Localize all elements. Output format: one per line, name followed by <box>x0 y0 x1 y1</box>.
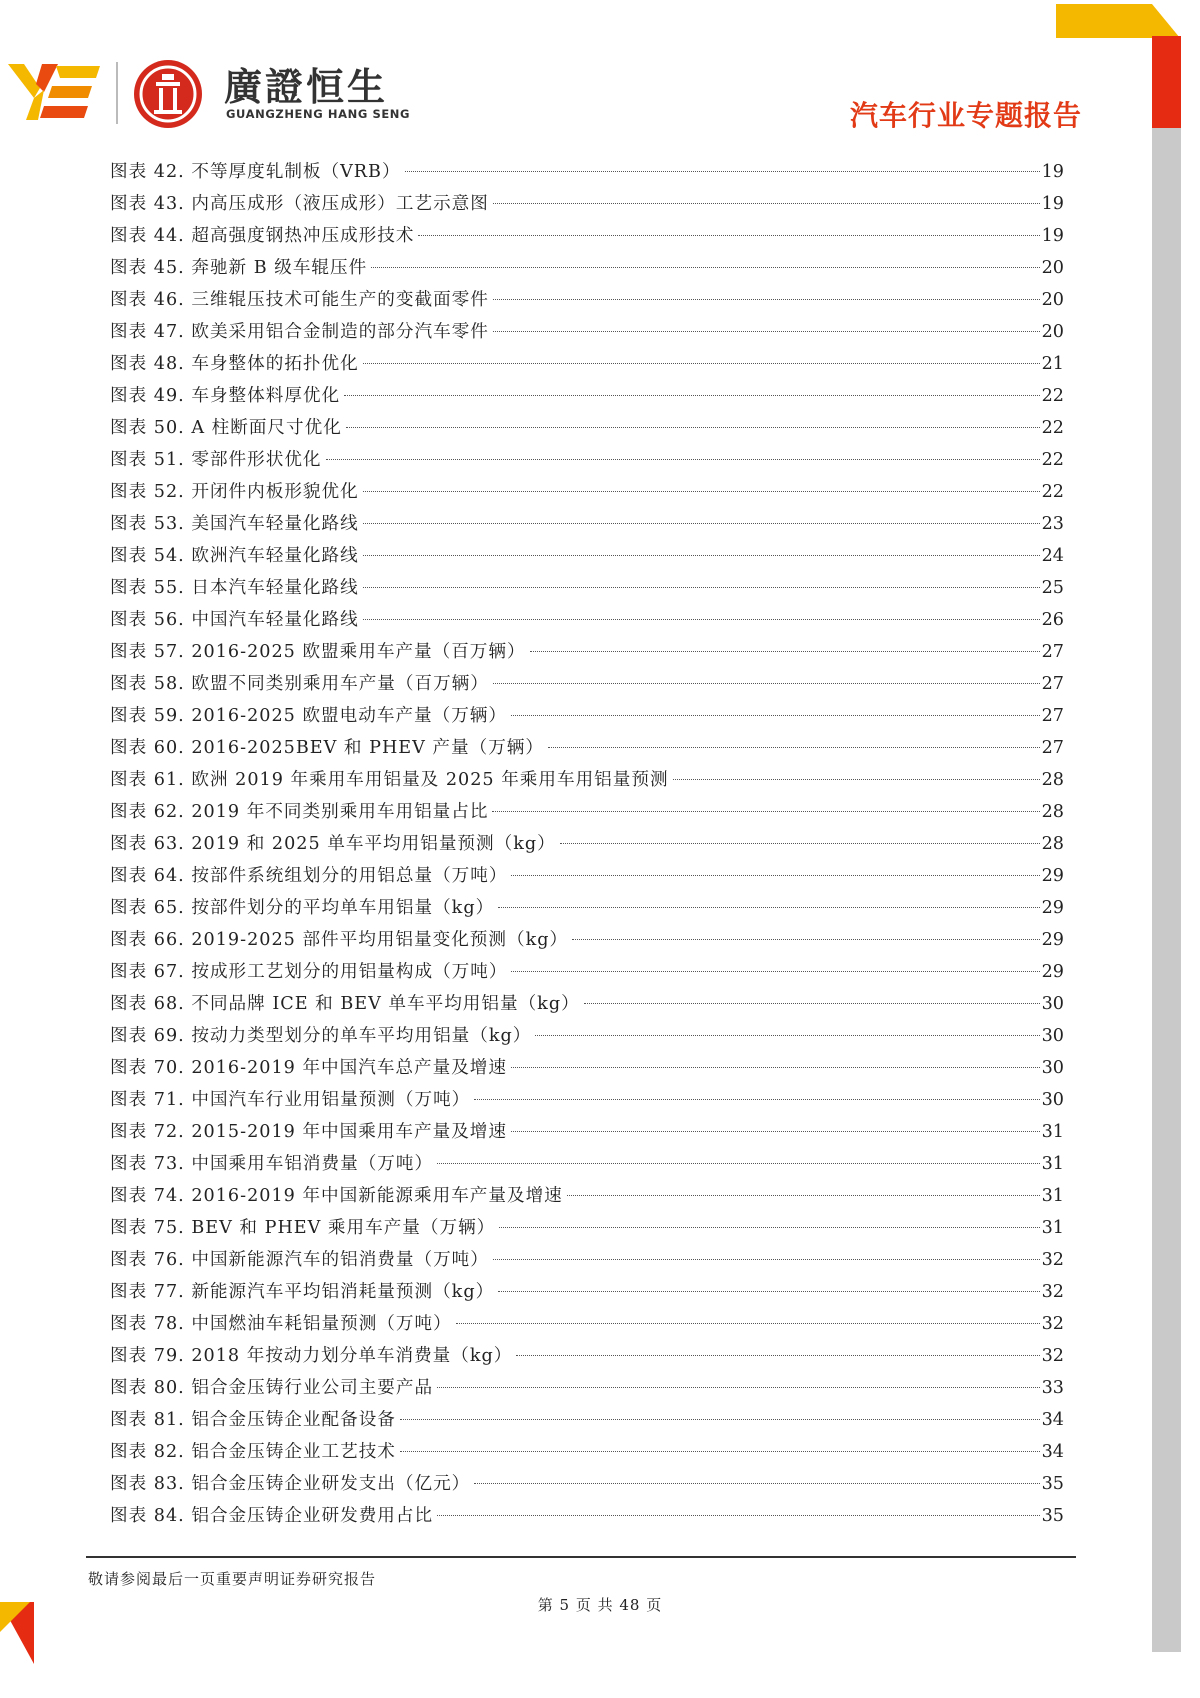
toc-entry-label: 图表 53. 美国汽车轻量化路线 <box>110 514 359 534</box>
toc-entry-label: 图表 79. 2018 年按动力划分单车消费量（kg） <box>110 1346 513 1366</box>
toc-entry-label: 图表 58. 欧盟不同类别乘用车产量（百万辆） <box>110 674 489 694</box>
toc-entry[interactable] <box>110 700 1064 732</box>
toc-leader-dots <box>493 299 1040 300</box>
toc-entry-label: 图表 64. 按部件系统组划分的用铝总量（万吨） <box>110 866 508 886</box>
toc-entry[interactable] <box>110 348 1064 380</box>
footer-divider <box>86 1556 1076 1558</box>
toc-entry-label: 图表 56. 中国汽车轻量化路线 <box>110 610 359 630</box>
toc-entry-label: 图表 50. A 柱断面尺寸优化 <box>110 418 342 438</box>
toc-entry-page: 25 <box>1041 578 1064 598</box>
toc-leader-dots <box>535 1035 1039 1036</box>
toc-entry[interactable] <box>110 1468 1064 1500</box>
toc-entry-page: 22 <box>1041 418 1064 438</box>
guangzheng-seal-icon <box>132 58 204 130</box>
figure-list <box>110 156 1064 1532</box>
toc-entry-label: 图表 77. 新能源汽车平均铝消耗量预测（kg） <box>110 1282 495 1302</box>
toc-entry-label: 图表 59. 2016-2025 欧盟电动车产量（万辆） <box>110 706 507 726</box>
toc-entry[interactable] <box>110 1084 1064 1116</box>
toc-leader-dots <box>363 587 1040 588</box>
toc-entry-label: 图表 61. 欧洲 2019 年乘用车用铝量及 2025 年乘用车用铝量预测 <box>110 770 669 790</box>
toc-entry-label: 图表 47. 欧美采用铝合金制造的部分汽车零件 <box>110 322 489 342</box>
toc-entry-label: 图表 67. 按成形工艺划分的用铝量构成（万吨） <box>110 962 508 982</box>
toc-entry-page: 19 <box>1041 194 1064 214</box>
toc-entry[interactable] <box>110 476 1064 508</box>
toc-leader-dots <box>474 1483 1039 1484</box>
toc-entry[interactable] <box>110 796 1064 828</box>
toc-leader-dots <box>567 1195 1040 1196</box>
toc-entry-page: 19 <box>1041 162 1064 182</box>
toc-entry-label: 图表 80. 铝合金压铸行业公司主要产品 <box>110 1378 434 1398</box>
toc-leader-dots <box>548 747 1040 748</box>
toc-entry-label: 图表 60. 2016-2025BEV 和 PHEV 产量（万辆） <box>110 738 544 758</box>
toc-entry[interactable] <box>110 444 1064 476</box>
side-gray-bar <box>1152 128 1181 1652</box>
toc-entry-page: 35 <box>1041 1506 1064 1526</box>
toc-entry-label: 图表 42. 不等厚度轧制板（VRB） <box>110 162 401 182</box>
side-accent-bar <box>1152 36 1181 128</box>
toc-entry-label: 图表 44. 超高强度钢热冲压成形技术 <box>110 226 415 246</box>
toc-entry-page: 29 <box>1041 962 1064 982</box>
toc-entry-page: 33 <box>1041 1378 1064 1398</box>
toc-entry-label: 图表 43. 内高压成形（液压成形）工艺示意图 <box>110 194 489 214</box>
toc-entry[interactable] <box>110 1180 1064 1212</box>
toc-leader-dots <box>673 779 1040 780</box>
toc-entry[interactable] <box>110 316 1064 348</box>
toc-entry-page: 27 <box>1041 706 1064 726</box>
toc-leader-dots <box>405 171 1040 172</box>
toc-entry-page: 19 <box>1041 226 1064 246</box>
toc-entry[interactable] <box>110 828 1064 860</box>
bottom-corner-decoration-icon <box>0 1602 34 1664</box>
toc-leader-dots <box>511 971 1039 972</box>
toc-leader-dots <box>363 619 1040 620</box>
toc-entry[interactable] <box>110 604 1064 636</box>
toc-entry-label: 图表 83. 铝合金压铸企业研发支出（亿元） <box>110 1474 471 1494</box>
toc-entry[interactable] <box>110 764 1064 796</box>
toc-entry-label: 图表 78. 中国燃油车耗铝量预测（万吨） <box>110 1314 452 1334</box>
toc-entry[interactable] <box>110 508 1064 540</box>
toc-leader-dots <box>493 331 1040 332</box>
toc-entry-page: 28 <box>1041 834 1064 854</box>
toc-entry-label: 图表 48. 车身整体的拓扑优化 <box>110 354 359 374</box>
toc-leader-dots <box>511 875 1039 876</box>
toc-entry-page: 34 <box>1041 1410 1064 1430</box>
toc-entry-page: 23 <box>1041 514 1064 534</box>
toc-entry-label: 图表 46. 三维辊压技术可能生产的变截面零件 <box>110 290 489 310</box>
toc-entry-label: 图表 52. 开闭件内板形貌优化 <box>110 482 359 502</box>
toc-entry[interactable] <box>110 1372 1064 1404</box>
toc-entry[interactable] <box>110 860 1064 892</box>
toc-entry-page: 22 <box>1041 482 1064 502</box>
toc-leader-dots <box>346 427 1040 428</box>
toc-leader-dots <box>498 1291 1039 1292</box>
toc-entry-label: 图表 71. 中国汽车行业用铝量预测（万吨） <box>110 1090 471 1110</box>
toc-leader-dots <box>493 1259 1040 1260</box>
toc-entry-label: 图表 82. 铝合金压铸企业工艺技术 <box>110 1442 396 1462</box>
toc-entry[interactable] <box>110 252 1064 284</box>
toc-leader-dots <box>437 1387 1040 1388</box>
toc-leader-dots <box>363 491 1040 492</box>
toc-entry[interactable] <box>110 284 1064 316</box>
toc-entry[interactable] <box>110 1244 1064 1276</box>
toc-leader-dots <box>326 459 1040 460</box>
toc-entry[interactable] <box>110 156 1064 188</box>
toc-entry-page: 31 <box>1041 1154 1064 1174</box>
toc-entry-page: 21 <box>1041 354 1064 374</box>
toc-entry-label: 图表 68. 不同品牌 ICE 和 BEV 单车平均用铝量（kg） <box>110 994 580 1014</box>
toc-entry[interactable] <box>110 412 1064 444</box>
toc-leader-dots <box>456 1323 1040 1324</box>
toc-entry-page: 32 <box>1041 1346 1064 1366</box>
brand-name-en: GUANGZHENG HANG SENG <box>226 107 411 121</box>
toc-leader-dots <box>511 1131 1040 1132</box>
toc-entry-label: 图表 63. 2019 和 2025 单车平均用铝量预测（kg） <box>110 834 556 854</box>
page-indicator: 第 5 页 共 48 页 <box>537 1596 663 1614</box>
toc-entry-page: 26 <box>1041 610 1064 630</box>
brand-name-cn: 廣證恒生 <box>224 65 389 109</box>
toc-entry-page: 31 <box>1041 1218 1064 1238</box>
toc-entry-page: 32 <box>1041 1250 1064 1270</box>
toc-leader-dots <box>499 1227 1039 1228</box>
toc-leader-dots <box>363 363 1040 364</box>
toc-leader-dots <box>371 267 1039 268</box>
toc-entry-page: 31 <box>1041 1122 1064 1142</box>
toc-entry[interactable] <box>110 540 1064 572</box>
toc-entry-label: 图表 81. 铝合金压铸企业配备设备 <box>110 1410 396 1430</box>
toc-entry-label: 图表 75. BEV 和 PHEV 乘用车产量（万辆） <box>110 1218 496 1238</box>
toc-entry-label: 图表 65. 按部件划分的平均单车用铝量（kg） <box>110 898 495 918</box>
toc-leader-dots <box>560 843 1040 844</box>
yuexiu-logo-icon <box>8 62 100 122</box>
toc-entry-label: 图表 66. 2019-2025 部件平均用铝量变化预测（kg） <box>110 930 569 950</box>
toc-entry-page: 27 <box>1041 738 1064 758</box>
toc-leader-dots <box>363 523 1040 524</box>
toc-entry[interactable] <box>110 668 1064 700</box>
toc-entry[interactable] <box>110 1052 1064 1084</box>
toc-entry-label: 图表 70. 2016-2019 年中国汽车总产量及增速 <box>110 1058 507 1078</box>
toc-leader-dots <box>516 1355 1039 1356</box>
toc-entry[interactable] <box>110 572 1064 604</box>
toc-leader-dots <box>437 1163 1040 1164</box>
toc-entry[interactable] <box>110 1404 1064 1436</box>
toc-entry-page: 20 <box>1041 258 1064 278</box>
toc-entry[interactable] <box>110 732 1064 764</box>
toc-leader-dots <box>363 555 1040 556</box>
toc-leader-dots <box>400 1419 1040 1420</box>
toc-leader-dots <box>530 651 1040 652</box>
toc-entry-page: 20 <box>1041 290 1064 310</box>
toc-entry-label: 图表 57. 2016-2025 欧盟乘用车产量（百万辆） <box>110 642 526 662</box>
toc-entry-page: 35 <box>1041 1474 1064 1494</box>
toc-leader-dots <box>437 1515 1040 1516</box>
toc-entry-label: 图表 73. 中国乘用车铝消费量（万吨） <box>110 1154 434 1174</box>
toc-entry[interactable] <box>110 380 1064 412</box>
toc-entry[interactable] <box>110 636 1064 668</box>
toc-entry-page: 28 <box>1041 802 1064 822</box>
toc-leader-dots <box>344 395 1040 396</box>
footer-disclaimer: 敬请参阅最后一页重要声明证券研究报告 <box>88 1570 377 1588</box>
toc-entry-page: 28 <box>1041 770 1064 790</box>
toc-entry-page: 27 <box>1041 674 1064 694</box>
toc-entry[interactable] <box>110 188 1064 220</box>
toc-entry-page: 27 <box>1041 642 1064 662</box>
toc-leader-dots <box>511 715 1040 716</box>
toc-entry-page: 20 <box>1041 322 1064 342</box>
toc-entry-page: 30 <box>1041 1090 1064 1110</box>
toc-entry-page: 34 <box>1041 1442 1064 1462</box>
toc-leader-dots <box>474 1099 1039 1100</box>
toc-entry[interactable] <box>110 1436 1064 1468</box>
toc-entry-page: 31 <box>1041 1186 1064 1206</box>
toc-entry[interactable] <box>110 1500 1064 1532</box>
toc-entry-label: 图表 62. 2019 年不同类别乘用车用铝量占比 <box>110 802 489 822</box>
toc-entry-page: 24 <box>1041 546 1064 566</box>
toc-entry[interactable] <box>110 988 1064 1020</box>
toc-entry-label: 图表 54. 欧洲汽车轻量化路线 <box>110 546 359 566</box>
logo-separator <box>116 62 118 124</box>
toc-entry-label: 图表 74. 2016-2019 年中国新能源乘用车产量及增速 <box>110 1186 563 1206</box>
toc-entry-page: 29 <box>1041 898 1064 918</box>
toc-entry-label: 图表 69. 按动力类型划分的单车平均用铝量（kg） <box>110 1026 532 1046</box>
toc-entry-label: 图表 45. 奔驰新 B 级车辊压件 <box>110 258 368 278</box>
toc-leader-dots <box>572 939 1040 940</box>
toc-leader-dots <box>418 235 1039 236</box>
toc-entry-label: 图表 76. 中国新能源汽车的铝消费量（万吨） <box>110 1250 489 1270</box>
toc-entry-page: 22 <box>1041 450 1064 470</box>
toc-leader-dots <box>584 1003 1040 1004</box>
toc-leader-dots <box>492 811 1039 812</box>
toc-entry-label: 图表 51. 零部件形状优化 <box>110 450 322 470</box>
corner-decoration-icon <box>1056 4 1186 38</box>
toc-entry[interactable] <box>110 1148 1064 1180</box>
toc-leader-dots <box>493 203 1040 204</box>
toc-entry-label: 图表 49. 车身整体料厚优化 <box>110 386 341 406</box>
toc-entry-page: 29 <box>1041 866 1064 886</box>
toc-leader-dots <box>498 907 1039 908</box>
toc-entry[interactable] <box>110 1276 1064 1308</box>
toc-entry-label: 图表 55. 日本汽车轻量化路线 <box>110 578 359 598</box>
toc-entry-label: 图表 84. 铝合金压铸企业研发费用占比 <box>110 1506 434 1526</box>
toc-entry[interactable] <box>110 924 1064 956</box>
toc-entry-page: 29 <box>1041 930 1064 950</box>
toc-entry-page: 30 <box>1041 1026 1064 1046</box>
toc-entry[interactable] <box>110 956 1064 988</box>
toc-entry[interactable] <box>110 892 1064 924</box>
report-title: 汽车行业专题报告 <box>849 99 1082 132</box>
toc-entry-label: 图表 72. 2015-2019 年中国乘用车产量及增速 <box>110 1122 507 1142</box>
toc-entry-page: 32 <box>1041 1314 1064 1334</box>
toc-entry[interactable] <box>110 220 1064 252</box>
toc-entry-page: 32 <box>1041 1282 1064 1302</box>
toc-entry-page: 30 <box>1041 994 1064 1014</box>
toc-entry-page: 22 <box>1041 386 1064 406</box>
toc-leader-dots <box>493 683 1040 684</box>
toc-entry-page: 30 <box>1041 1058 1064 1078</box>
toc-leader-dots <box>511 1067 1040 1068</box>
toc-entry[interactable] <box>110 1308 1064 1340</box>
toc-entry[interactable] <box>110 1116 1064 1148</box>
toc-entry[interactable] <box>110 1340 1064 1372</box>
toc-entry[interactable] <box>110 1212 1064 1244</box>
toc-leader-dots <box>400 1451 1040 1452</box>
toc-entry[interactable] <box>110 1020 1064 1052</box>
